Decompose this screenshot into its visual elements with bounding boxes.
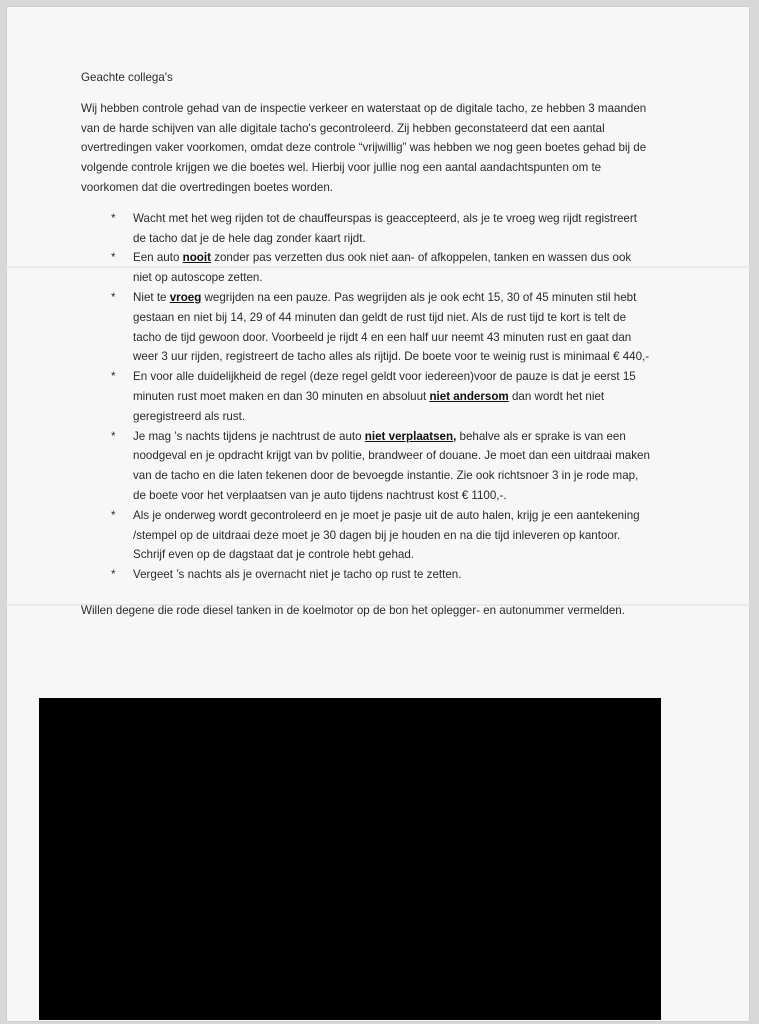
point-text: Als je onderweg wordt gecontroleerd en je moet je pasje uit de auto halen, krijg je een aantekening /stempel op de uitdraai deze moet je 30 dagen bij je houden en na die tijd inleveren op kantoor. Schrijf even op de dagstaat dat je controle hebt gehad.: [133, 508, 640, 562]
point-text: Je mag ’s nachts tijdens je nachtrust de auto: [133, 429, 365, 443]
point-emphasis: vroeg: [169, 290, 202, 304]
list-item: [81, 565, 651, 585]
letter-body: [81, 68, 651, 621]
bullet-asterisk-icon: *: [111, 370, 116, 384]
bullet-asterisk-icon: *: [111, 508, 116, 522]
point-emphasis: niet andersom: [429, 389, 509, 403]
redacted-block: [39, 698, 661, 1020]
letter-closing: Willen degene die rode diesel tanken in de koelmotor op de bon het oplegger- en autonummer vermelden.: [81, 603, 625, 617]
list-item: [81, 367, 651, 426]
bullet-asterisk-icon: *: [111, 251, 116, 265]
bullet-asterisk-icon: *: [111, 211, 116, 225]
list-item: [81, 248, 651, 288]
list-item: [81, 288, 651, 367]
point-text: Niet te: [133, 290, 170, 304]
letter-greeting: Geachte collega's: [81, 71, 173, 84]
letter-intro: Wij hebben controle gehad van de inspectie verkeer en waterstaat op de digitale tacho, ze hebben 3 maanden van de harde schijven van alle digitale tacho's gecontroleerd. Zij hebben geconstateerd dat een aantal overtredingen vaker voorkomen, omdat deze controle “vrijwillig” was hebben we nog geen boetes gehad bij de volgende controle krijgen we die boetes wel. Hierbij voor jullie nog een aantal aandachtspunten om te voorkomen dat die overtredingen boetes worden.: [81, 101, 647, 194]
bullet-asterisk-icon: *: [111, 568, 116, 582]
point-text: wegrijden na een pauze. Pas wegrijden als je ook echt 15, 30 of 45 minuten stil hebt gestaan en niet bij 14, 29 of 44 minuten dan geldt de rust tijd niet. Als de rust tijd te kort is telt de tacho de tijd gewoon door. Voorbeeld je rijdt 4 en een half uur neemt 43 minuten rust en gaat dan weer 3 uur rijden, registreert de tacho alles als rijtijd. De boete voor te weinig rust is minimaal € 440,-: [133, 290, 650, 364]
list-item: [81, 427, 651, 506]
point-text: Wacht met het weg rijden tot de chauffeurspas is geaccepteerd, als je te vroeg weg rijdt registreert de tacho dat je de hele dag zonder kaart rijdt.: [133, 211, 637, 245]
point-emphasis: nooit: [182, 251, 211, 265]
point-text: Een auto: [133, 251, 183, 265]
list-item: [81, 209, 651, 249]
point-text: dan wordt het niet geregistreerd als rust.: [133, 389, 605, 423]
list-item: [81, 506, 651, 565]
bullet-asterisk-icon: *: [111, 429, 116, 443]
bullet-asterisk-icon: *: [111, 290, 116, 304]
attention-points-list: [81, 209, 651, 585]
point-text: zonder pas verzetten dus ook niet aan- of afkoppelen, tanken en wassen dus ook niet op autoscope zetten.: [133, 251, 632, 285]
point-text: behalve als er sprake is van een noodgeval en je opdracht krijgt van bv politie, brandweer of douane. Je moet dan een uitdraai maken van de tacho en die laten tekenen door de bevoegde instantie. Zie ook richtsnoer 3 in je rode map, de boete voor het verplaatsen van je auto tijdens nachtrust kost € 1100,-.: [133, 429, 650, 502]
point-text: Vergeet ’s nachts als je overnacht niet je tacho op rust te zetten.: [133, 568, 462, 582]
point-emphasis: niet verplaatsen,: [364, 429, 457, 443]
point-text: En voor alle duidelijkheid de regel (deze regel geldt voor iedereen)voor de pauze is dat je eerst 15 minuten rust moet maken en dan 30 minuten en absoluut: [133, 370, 636, 403]
